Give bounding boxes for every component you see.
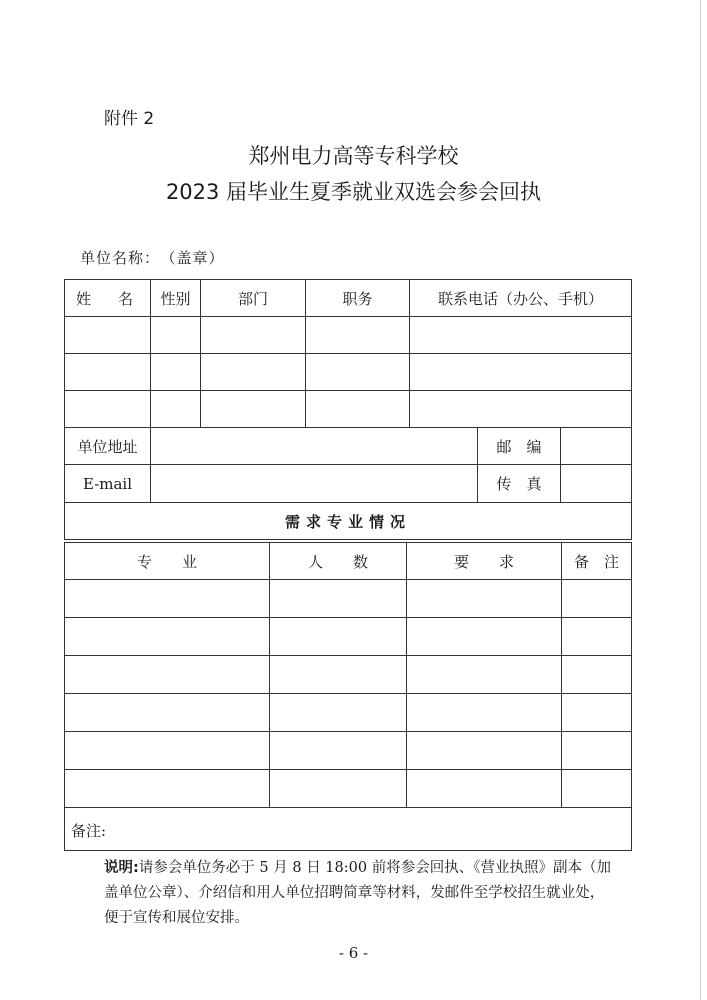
contact-gender-cell[interactable]: [151, 391, 201, 428]
contact-phone-cell[interactable]: [410, 317, 632, 354]
address-row: [65, 428, 632, 465]
contact-row: [65, 354, 632, 391]
header-major: 专 业: [65, 543, 270, 580]
fax-label: 传 真: [478, 465, 561, 503]
postcode-value-cell[interactable]: [561, 428, 632, 465]
page-number: - 6 -: [338, 944, 369, 962]
contact-row: [65, 317, 632, 354]
demand-count-cell[interactable]: [270, 694, 407, 732]
email-value-cell[interactable]: [151, 465, 478, 503]
unit-name-label: 单位名称：: [80, 249, 161, 267]
form-title: 2023 届毕业生夏季就业双选会参会回执: [165, 180, 542, 204]
demand-remark-cell[interactable]: [562, 770, 632, 808]
contact-position-cell[interactable]: [306, 391, 410, 428]
header-requirement: 要 求: [407, 543, 562, 580]
demand-row: [65, 770, 632, 808]
demand-row: [65, 580, 632, 618]
demand-major-cell[interactable]: [65, 656, 270, 694]
demand-table: [64, 542, 632, 851]
demand-requirement-cell[interactable]: [407, 580, 562, 618]
demand-remark-cell[interactable]: [562, 618, 632, 656]
demand-row: [65, 656, 632, 694]
remarks-row: [65, 808, 632, 851]
address-label: 单位地址: [65, 428, 151, 465]
demand-major-cell[interactable]: [65, 618, 270, 656]
demand-count-cell[interactable]: [270, 580, 407, 618]
header-name: 姓 名: [65, 280, 151, 317]
header-position: 职务: [306, 280, 410, 317]
header-gender: 性别: [151, 280, 201, 317]
instructions-note: [104, 856, 614, 931]
note-text: 请参会单位务必于 5 月 8 日 18:00 前将参会回执、《营业执照》副本（加盖单位公章）、介绍信和用人单位招聘简章等材料，发邮件至学校招生就业处，便于宣传和展位安排。: [104, 860, 611, 926]
address-value-cell[interactable]: [151, 428, 478, 465]
unit-name-stamp: （盖章）: [168, 249, 225, 267]
contact-position-cell[interactable]: [306, 317, 410, 354]
unit-name-line: [80, 247, 225, 268]
contact-position-cell[interactable]: [306, 354, 410, 391]
demand-header-row: [65, 543, 632, 580]
contact-name-cell[interactable]: [65, 317, 151, 354]
demand-count-cell[interactable]: [270, 732, 407, 770]
demand-requirement-cell[interactable]: [407, 694, 562, 732]
demand-row: [65, 694, 632, 732]
demand-requirement-cell[interactable]: [407, 732, 562, 770]
attachment-label: 附件 2: [104, 109, 155, 129]
demand-remark-cell[interactable]: [562, 580, 632, 618]
demand-count-cell[interactable]: [270, 656, 407, 694]
contact-phone-cell[interactable]: [410, 354, 632, 391]
demand-section-title: 需求专业情况: [65, 503, 632, 540]
school-title: 郑州电力高等专科学校: [248, 144, 459, 168]
demand-requirement-cell[interactable]: [407, 770, 562, 808]
header-count: 人 数: [270, 543, 407, 580]
contact-department-cell[interactable]: [201, 317, 306, 354]
contact-department-cell[interactable]: [201, 354, 306, 391]
demand-major-cell[interactable]: [65, 580, 270, 618]
header-department: 部门: [201, 280, 306, 317]
contact-phone-cell[interactable]: [410, 391, 632, 428]
demand-requirement-cell[interactable]: [407, 618, 562, 656]
demand-major-cell[interactable]: [65, 770, 270, 808]
contact-row: [65, 391, 632, 428]
email-label: E-mail: [65, 465, 151, 503]
header-phone: 联系电话（办公、手机）: [410, 280, 632, 317]
demand-major-cell[interactable]: [65, 732, 270, 770]
remarks-cell[interactable]: [65, 808, 632, 851]
header-remark: 备 注: [562, 543, 632, 580]
demand-section-row: [65, 503, 632, 540]
demand-requirement-cell[interactable]: [407, 656, 562, 694]
fax-value-cell[interactable]: [561, 465, 632, 503]
contact-name-cell[interactable]: [65, 391, 151, 428]
postcode-label: 邮 编: [478, 428, 561, 465]
contact-gender-cell[interactable]: [151, 317, 201, 354]
email-row: [65, 465, 632, 503]
demand-remark-cell[interactable]: [562, 694, 632, 732]
demand-remark-cell[interactable]: [562, 732, 632, 770]
contact-name-cell[interactable]: [65, 354, 151, 391]
remarks-label: 备注:: [71, 822, 107, 840]
contact-department-cell[interactable]: [201, 391, 306, 428]
demand-row: [65, 618, 632, 656]
contact-header-row: [65, 280, 632, 317]
demand-remark-cell[interactable]: [562, 656, 632, 694]
demand-row: [65, 732, 632, 770]
note-label: 说明:: [104, 860, 139, 876]
demand-count-cell[interactable]: [270, 770, 407, 808]
contact-gender-cell[interactable]: [151, 354, 201, 391]
demand-count-cell[interactable]: [270, 618, 407, 656]
registration-form-table: [64, 279, 632, 540]
demand-major-cell[interactable]: [65, 694, 270, 732]
